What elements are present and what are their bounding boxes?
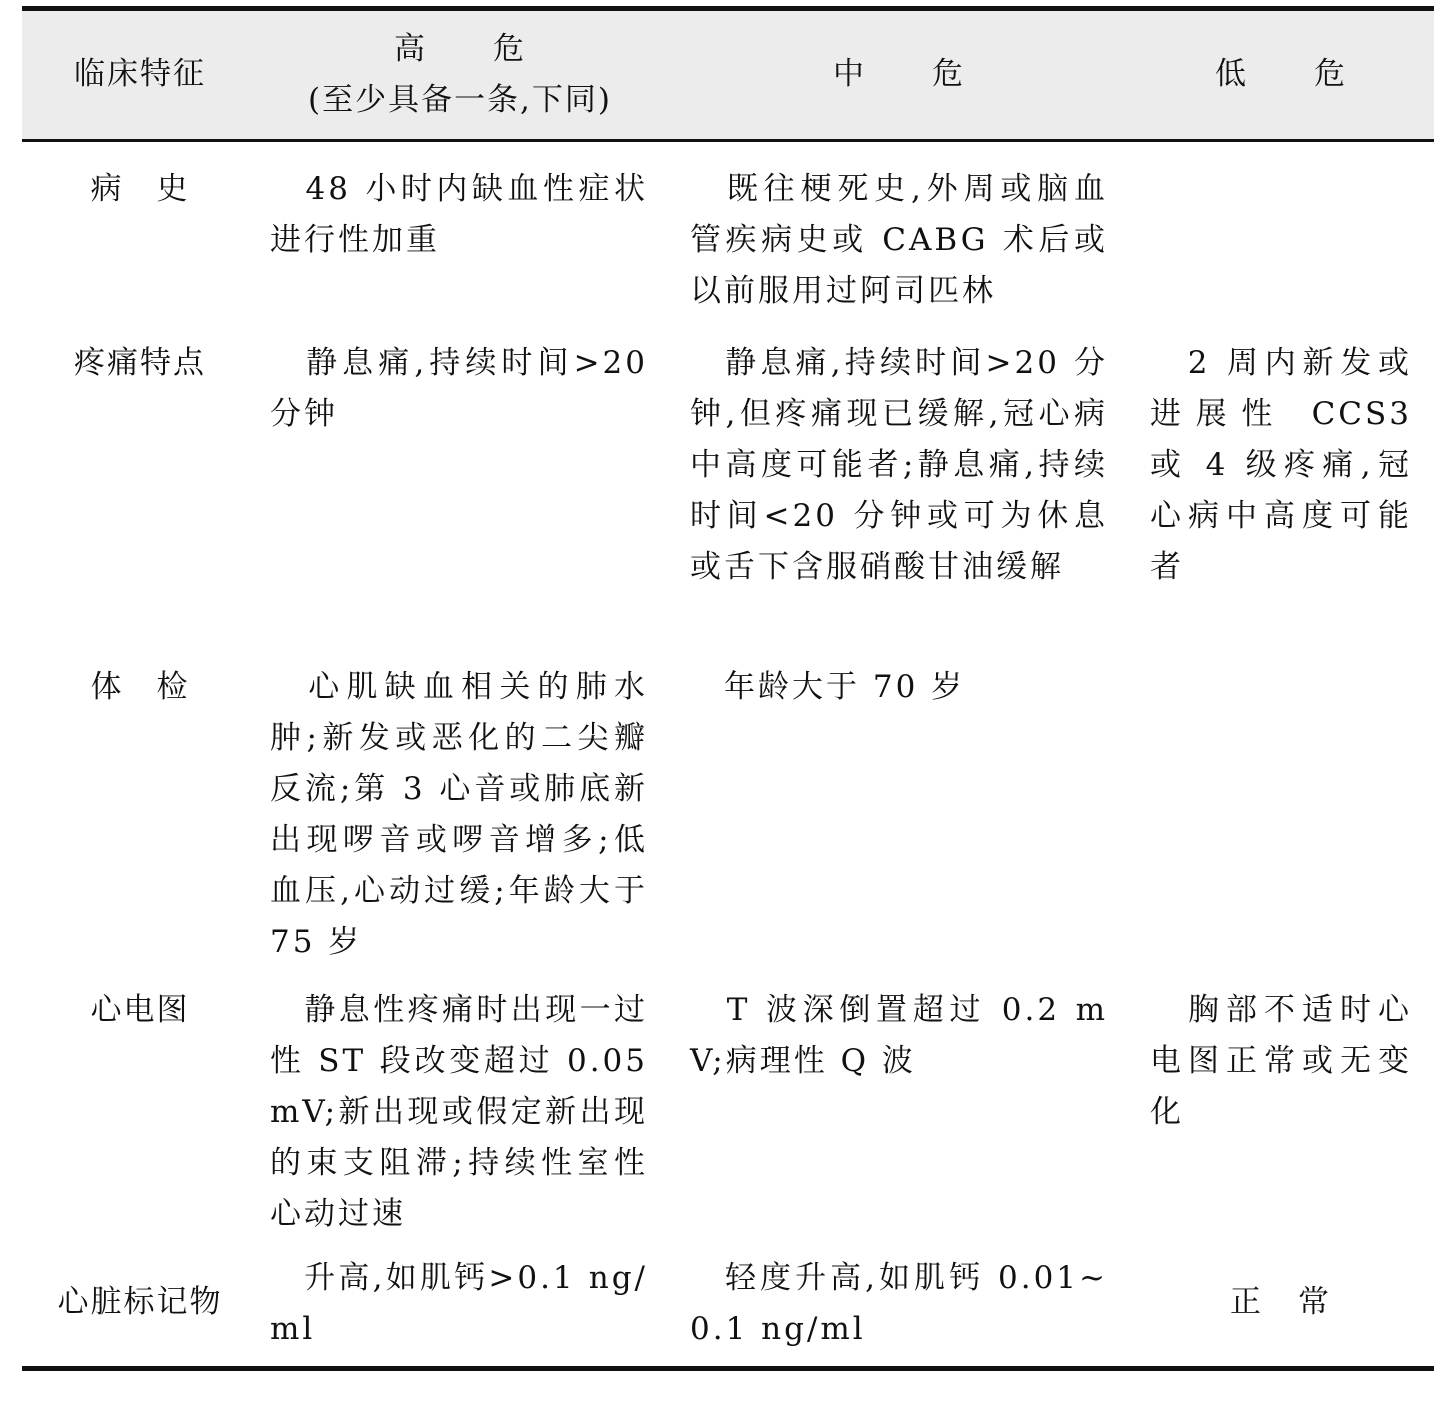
row-exam-feature: 体 检 [90, 669, 190, 705]
row-history-feature: 病 史 [90, 171, 190, 207]
row-history-mid: 既往梗死史,外周或脑血管疾病史或 CABG 术后或以前服用过阿司匹林 [690, 171, 1108, 309]
row-ecg-high: 静息性疼痛时出现一过性 ST 段改变超过 0.05 mV;新出现或假定新出现的束支阻滞;持续性室性心动过速 [270, 992, 661, 1232]
header-mid: 中 危 [833, 56, 965, 92]
row-pain-mid: 静息痛,持续时间>20 分钟,但疼痛现已缓解,冠心病中高度可能者;静息痛,持续时间<20 分钟或可为休息或舌下含服硝酸甘油缓解 [690, 345, 1108, 585]
header-high-line1: 高 危 [394, 31, 526, 67]
row-pain-high: 静息痛,持续时间>20 分钟 [270, 345, 661, 432]
row-exam-high: 心肌缺血相关的肺水肿;新发或恶化的二尖瓣反流;第 3 心音或肺底新出现啰音或啰音增多;低血压,心动过缓;年龄大于 75 岁 [270, 669, 661, 960]
row-pain-feature: 疼痛特点 [74, 345, 206, 381]
top-rule [22, 6, 1434, 11]
header-rule [22, 139, 1434, 142]
header-feature: 临床特征 [74, 56, 206, 92]
row-ecg-low: 胸部不适时心电图正常或无变化 [1150, 992, 1412, 1130]
row-marker-low: 正 常 [1230, 1284, 1332, 1320]
row-exam-mid: 年龄大于 70 岁 [690, 669, 966, 705]
row-history-high: 48 小时内缺血性症状进行性加重 [270, 171, 648, 258]
row-marker-feature: 心脏标记物 [57, 1284, 223, 1320]
row-marker-high: 升高,如肌钙>0.1 ng/ml [270, 1260, 648, 1347]
row-ecg-feature: 心电图 [90, 992, 190, 1028]
header-low: 低 危 [1215, 56, 1347, 92]
row-ecg-mid: T 波深倒置超过 0.2 mV;病理性 Q 波 [690, 992, 1108, 1079]
header-high-line2: (至少具备一条,下同) [307, 82, 613, 118]
bottom-rule [22, 1366, 1434, 1371]
row-marker-mid: 轻度升高,如肌钙 0.01~0.1 ng/ml [690, 1260, 1108, 1347]
row-pain-low: 2 周内新发或进展性 CCS3 或 4 级疼痛,冠心病中高度可能者 [1150, 345, 1425, 585]
